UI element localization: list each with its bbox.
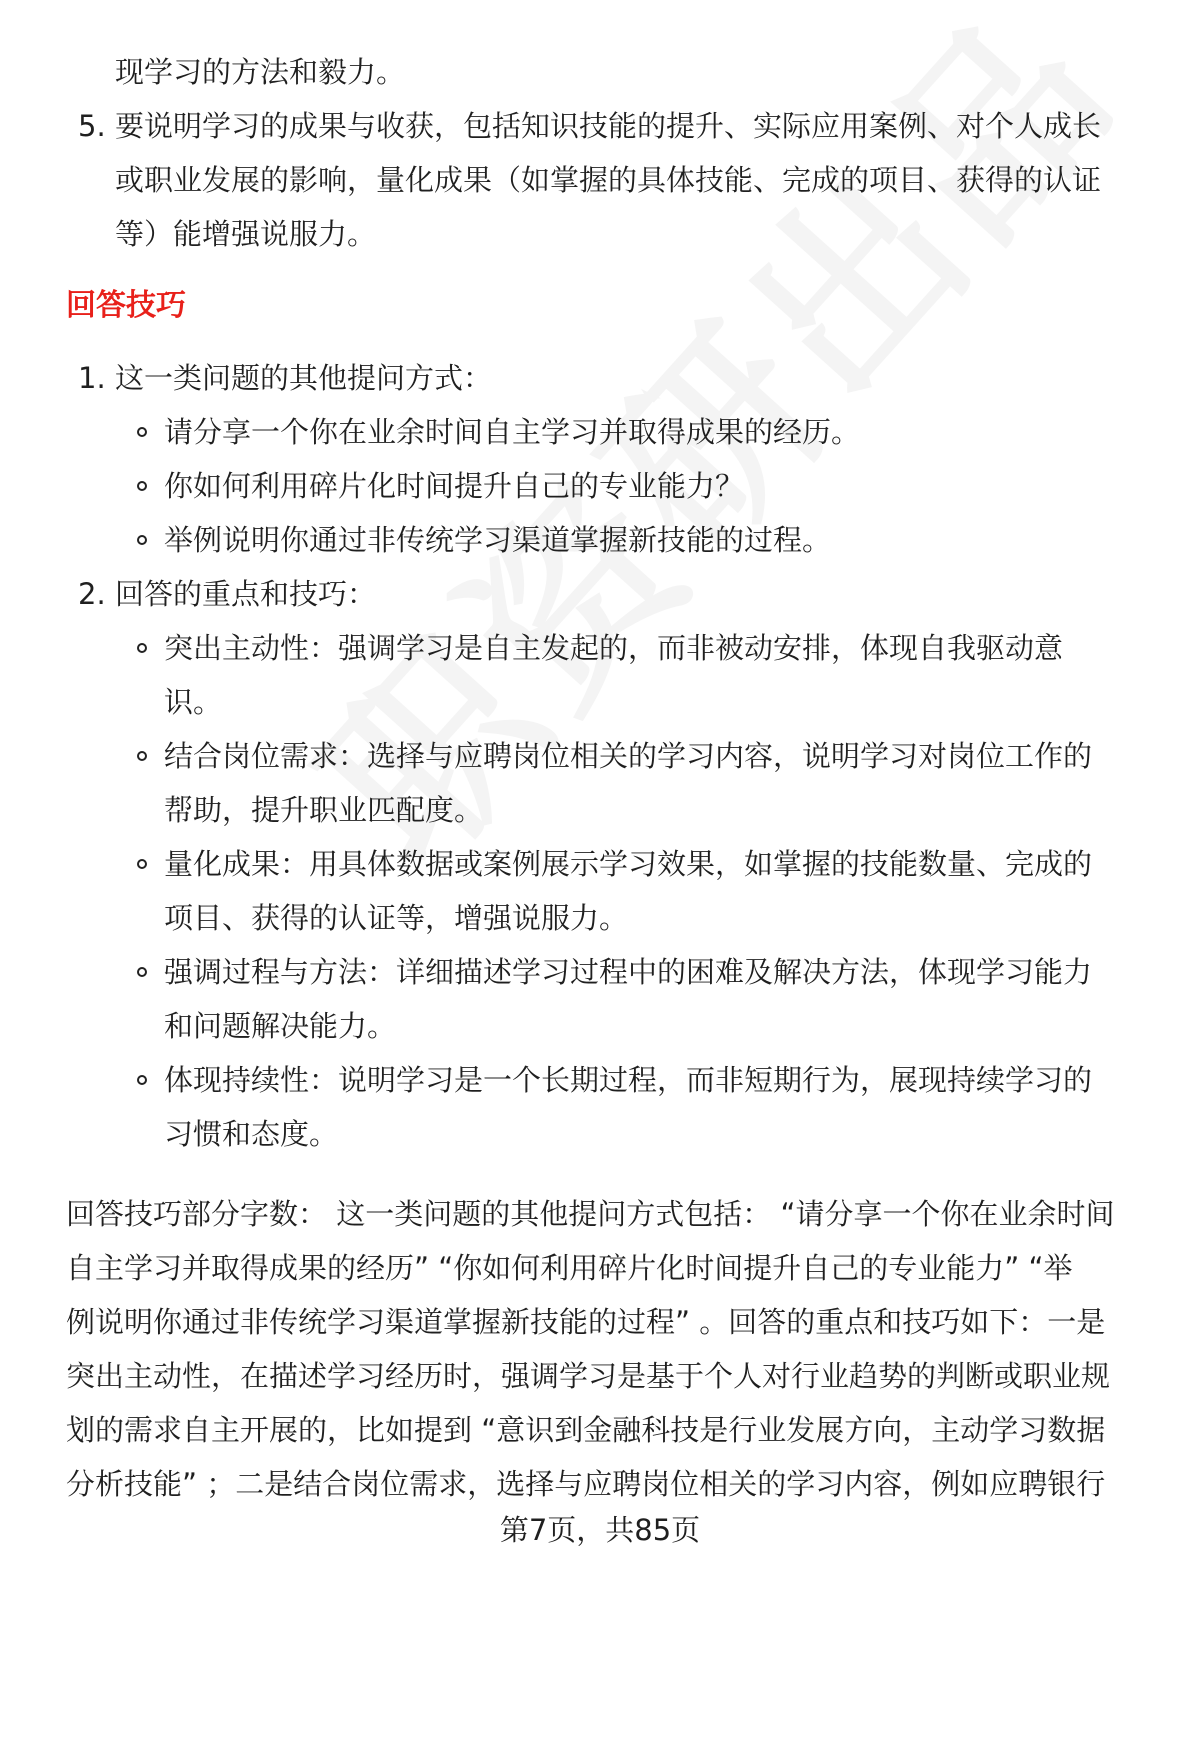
page-footer: 第7页，共85页 xyxy=(499,1513,701,1547)
paragraph-line-2: 自主学习并取得成果的经历” “你如何利用碎片化时间提升自己的专业能力” “举 xyxy=(66,1251,1073,1285)
list-1-bullet-2: 你如何利用碎片化时间提升自己的专业能力？ xyxy=(164,469,745,503)
paragraph-line-1: 回答技巧部分字数： 这一类问题的其他提问方式包括： “请分享一个你在业余时间 xyxy=(66,1197,1115,1231)
bullet-marker xyxy=(137,481,147,491)
list-2-bullet-4-line-2: 和问题解决能力。 xyxy=(164,1009,397,1043)
list-2-bullet-5-line-1: 体现持续性：说明学习是一个长期过程，而非短期行为，展现持续学习的 xyxy=(164,1063,1093,1097)
bullet-marker xyxy=(137,1075,147,1085)
list-2-bullet-3-line-2: 项目、获得的认证等，增强说服力。 xyxy=(164,901,629,935)
list-2-bullet-5-line-2: 习惯和态度。 xyxy=(164,1117,339,1151)
bullet-marker xyxy=(137,967,147,977)
paragraph-line-6: 分析技能” ；二是结合岗位需求，选择与应聘岗位相关的学习内容，例如应聘银行 xyxy=(66,1467,1106,1501)
list-2-bullet-2-line-1: 结合岗位需求：选择与应聘岗位相关的学习内容，说明学习对岗位工作的 xyxy=(164,739,1093,773)
bullet-marker xyxy=(137,751,147,761)
item-5-line-3: 等）能增强说服力。 xyxy=(115,217,377,251)
list-2-bullet-1-line-1: 突出主动性：强调学习是自主发起的，而非被动安排，体现自我驱动意 xyxy=(164,631,1064,665)
list-1-number: 1. xyxy=(78,361,106,395)
item-5-line-1: 要说明学习的成果与收获，包括知识技能的提升、实际应用案例、对个人成长 xyxy=(115,109,1102,143)
list-1-title: 这一类问题的其他提问方式： xyxy=(115,361,493,395)
list-1-bullet-3: 举例说明你通过非传统学习渠道掌握新技能的过程。 xyxy=(164,523,832,557)
list-2-bullet-2-line-2: 帮助，提升职业匹配度。 xyxy=(164,793,484,827)
section-heading: 回答技巧 xyxy=(66,288,186,323)
list-2-bullet-1-line-2: 识。 xyxy=(164,685,223,719)
item-5-line-2: 或职业发展的影响，量化成果（如掌握的具体技能、完成的项目、获得的认证 xyxy=(115,163,1102,197)
bullet-marker xyxy=(137,427,147,437)
list-2-bullet-3-line-1: 量化成果：用具体数据或案例展示学习效果，如掌握的技能数量、完成的 xyxy=(164,847,1093,881)
bullet-marker xyxy=(137,643,147,653)
item-5-number: 5. xyxy=(78,109,106,143)
list-2-number: 2. xyxy=(78,577,106,611)
intro-tail-text: 现学习的方法和毅力。 xyxy=(115,55,406,89)
list-2-title: 回答的重点和技巧： xyxy=(115,577,377,611)
paragraph-line-4: 突出主动性，在描述学习经历时，强调学习是基于个人对行业趋势的判断或职业规 xyxy=(66,1359,1111,1393)
bullet-marker xyxy=(137,859,147,869)
bullet-marker xyxy=(137,535,147,545)
paragraph-line-3: 例说明你通过非传统学习渠道掌握新技能的过程” 。回答的重点和技巧如下：一是 xyxy=(66,1305,1106,1339)
list-2-bullet-4-line-1: 强调过程与方法：详细描述学习过程中的困难及解决方法，体现学习能力 xyxy=(164,955,1093,989)
paragraph-line-5: 划的需求自主开展的，比如提到 “意识到金融科技是行业发展方向，主动学习数据 xyxy=(66,1413,1106,1447)
list-1-bullet-1: 请分享一个你在业余时间自主学习并取得成果的经历。 xyxy=(164,415,861,449)
